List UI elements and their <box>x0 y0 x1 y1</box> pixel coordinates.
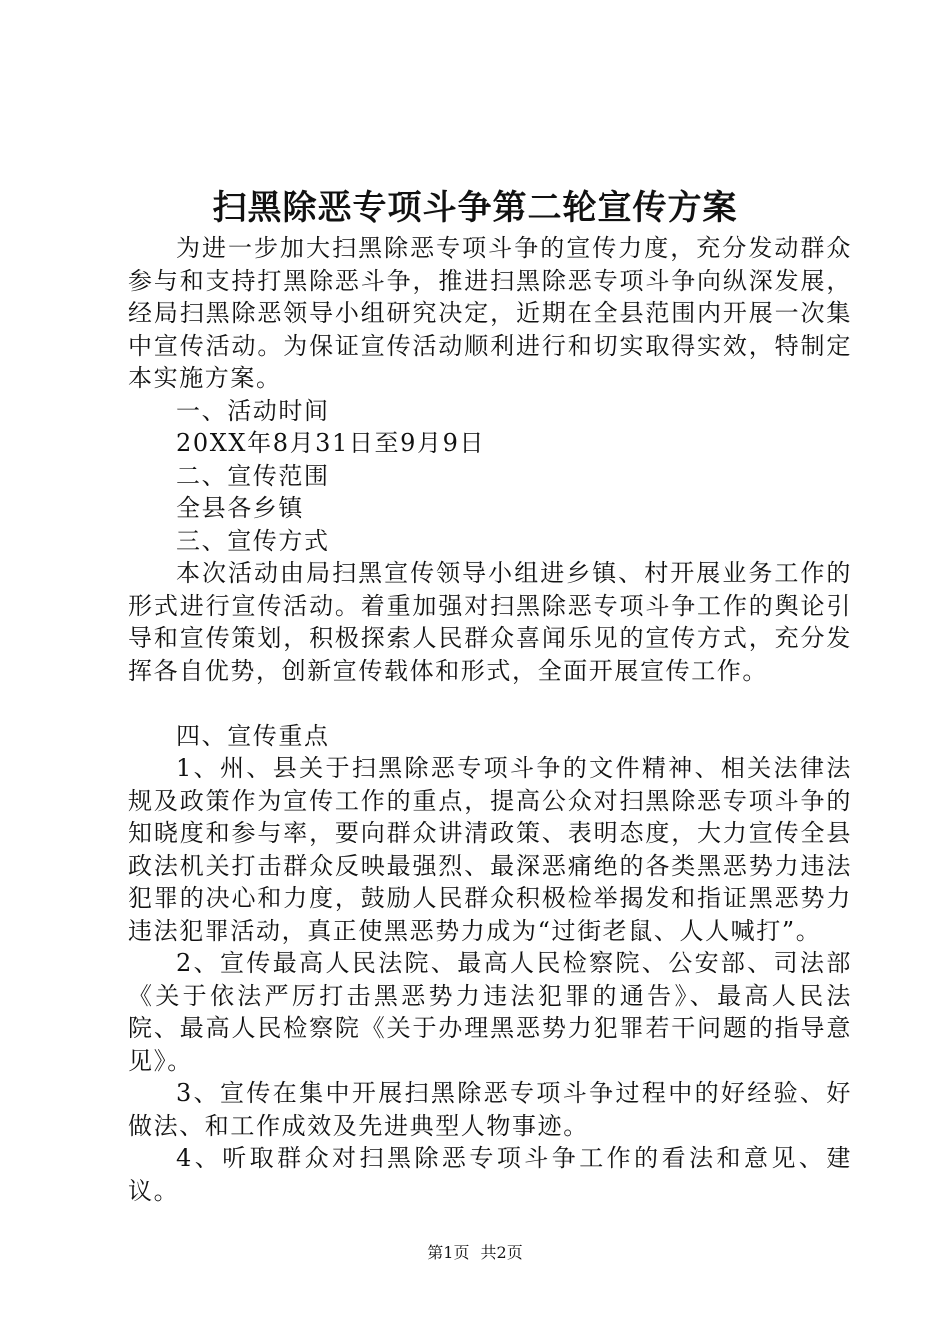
document-body <box>128 232 852 1207</box>
method-paragraph: 本次活动由局扫黑宣传领导小组进乡镇、村开展业务工作的形式进行宣传活动。着重加强对扫黑除恶专项斗争工作的舆论引导和宣传策划，积极探索人民群众喜闻乐见的宣传方式，充分发挥各自优势，创新宣传载体和形式，全面开展宣传工作。 <box>128 559 852 685</box>
focus-item-4: 4、听取群众对扫黑除恶专项斗争工作的看法和意见、建议。 <box>128 1144 852 1205</box>
document-title: 扫黑除恶专项斗争第二轮宣传方案 <box>212 188 738 228</box>
focus-item-3: 3、宣传在集中开展扫黑除恶专项斗争过程中的好经验、好做法、和工作成效及先进典型人物事迹。 <box>128 1079 852 1140</box>
section-heading-scope: 二、宣传范围 <box>176 461 330 490</box>
activity-time-value: 20XX年8月31日至9月9日 <box>176 429 486 457</box>
blank-line <box>128 687 852 720</box>
focus-item-1: 1、州、县关于扫黑除恶专项斗争的文件精神、相关法律法规及政策作为宣传工作的重点，提高公众对扫黑除恶专项斗争的知晓度和参与率，要向群众讲清政策、表明态度，大力宣传全县政法机关打击群众反映最强烈、最深恶痛绝的各类黑恶势力违法犯罪的决心和力度，鼓励人民群众积极检举揭发和指证黑恶势力违法犯罪活动，真正使黑恶势力成为“过街老鼠、人人喊打”。 <box>128 754 852 945</box>
intro-paragraph: 为进一步加大扫黑除恶专项斗争的宣传力度，充分发动群众参与和支持打黑除恶斗争，推进扫黑除恶专项斗争向纵深发展，经局扫黑除恶领导小组研究决定，近期在全县范围内开展一次集中宣传活动。为保证宣传活动顺利进行和切实取得实效，特制定本实施方案。 <box>128 234 852 392</box>
section-heading-activity-time: 一、活动时间 <box>176 396 330 425</box>
focus-item-2: 2、宣传最高人民法院、最高人民检察院、公安部、司法部《关于依法严厉打击黑恶势力违法犯罪的通告》、最高人民法院、最高人民检察院《关于办理黑恶势力犯罪若干问题的指导意见》。 <box>128 949 852 1075</box>
page-number-footer: 第1页 共2页 <box>427 1243 523 1262</box>
section-heading-method: 三、宣传方式 <box>176 526 330 555</box>
scope-value: 全县各乡镇 <box>176 494 304 522</box>
section-heading-focus: 四、宣传重点 <box>176 721 330 750</box>
